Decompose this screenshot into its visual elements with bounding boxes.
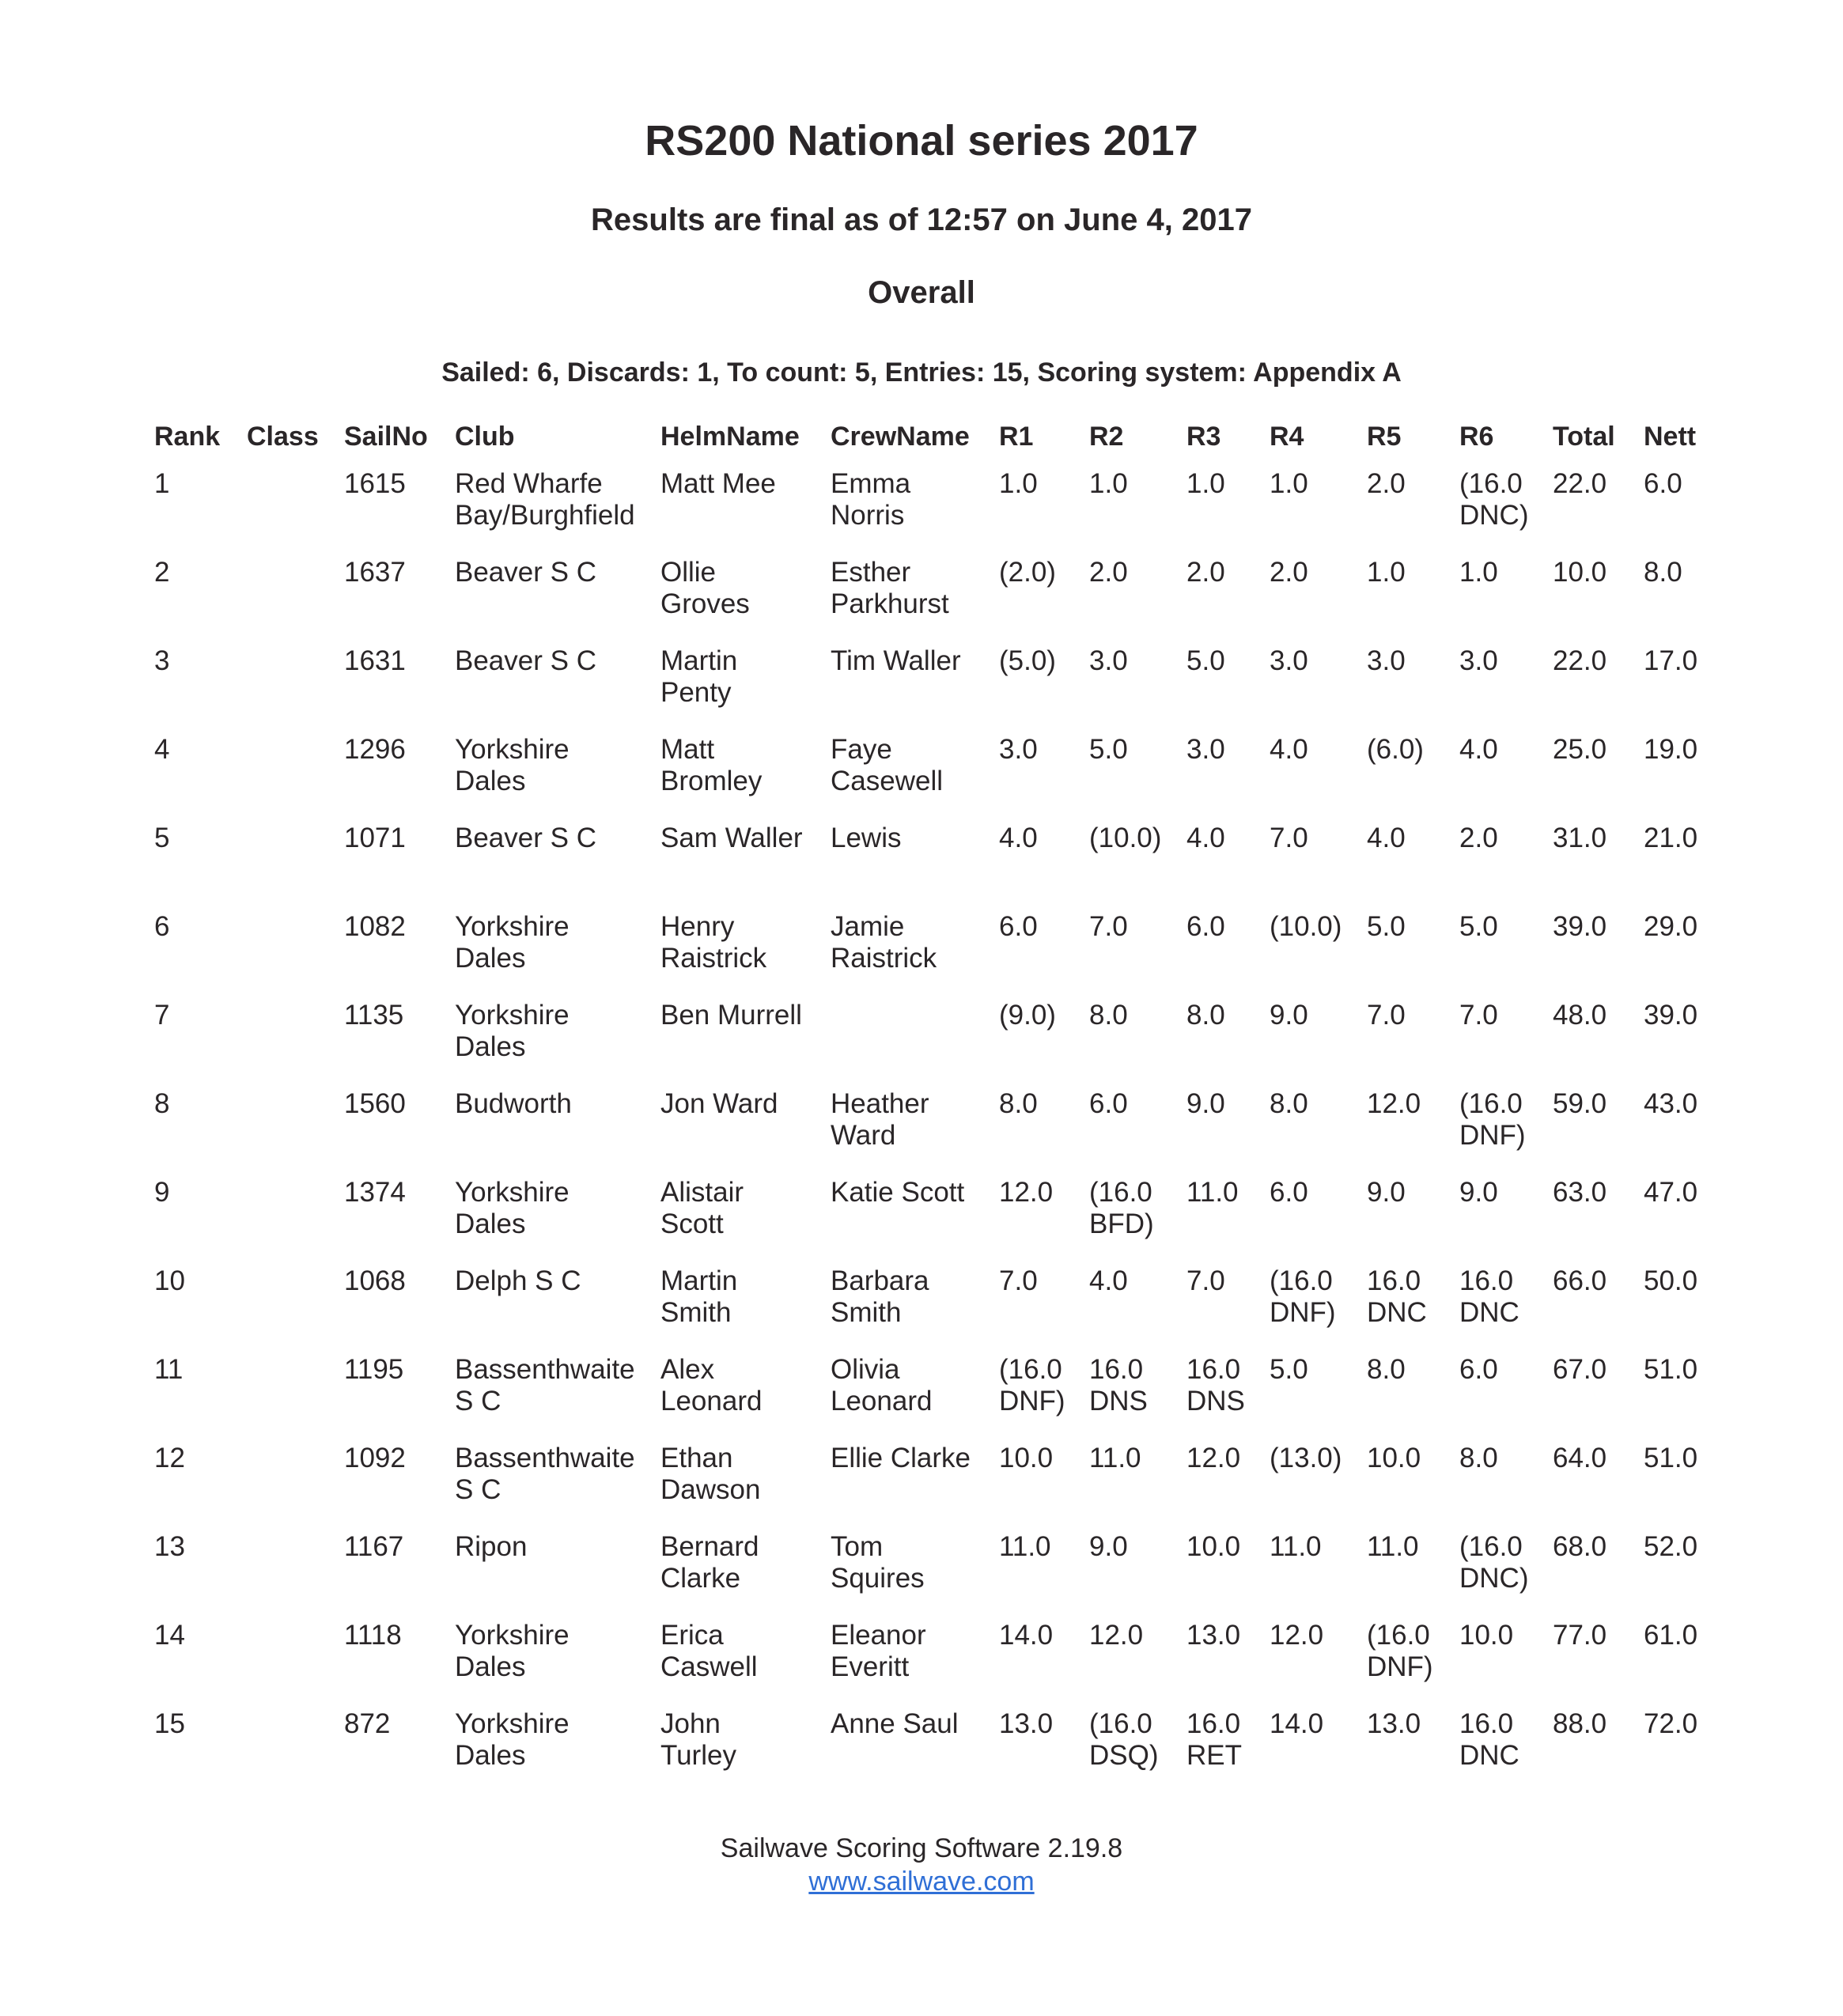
total-cell: 39.0: [1553, 911, 1607, 942]
helmname-cell: Ollie Groves: [660, 557, 750, 619]
table-row: [154, 1256, 1736, 1345]
r4-cell: 12.0: [1270, 1620, 1324, 1651]
club-cell: Delph S C: [455, 1265, 581, 1296]
table-row: [154, 1345, 1736, 1433]
table-header: [154, 411, 1736, 459]
r2-cell: (16.0 BFD): [1089, 1177, 1154, 1239]
sailno-cell: 1068: [344, 1265, 406, 1296]
helmname-cell: Bernard Clarke: [660, 1531, 759, 1594]
helmname-cell: Alistair Scott: [660, 1177, 744, 1239]
club-cell: Ripon: [455, 1531, 528, 1562]
rank-cell: 1: [154, 468, 170, 499]
crewname-cell: Tom Squires: [831, 1531, 925, 1594]
sailno-cell: 1631: [344, 645, 406, 676]
rank-cell: 15: [154, 1708, 185, 1739]
club-cell: Bassenthwaite S C: [455, 1443, 635, 1505]
rank-cell: 9: [154, 1177, 170, 1208]
total-cell: 59.0: [1553, 1088, 1607, 1119]
header-club: Club: [455, 422, 515, 452]
club-cell: Yorkshire Dales: [455, 734, 570, 796]
r5-cell: (6.0): [1367, 734, 1424, 765]
sailno-cell: 1092: [344, 1443, 406, 1473]
sailno-cell: 872: [344, 1708, 391, 1739]
r6-cell: 6.0: [1459, 1354, 1498, 1385]
header-r6: R6: [1459, 422, 1494, 452]
table-row: [154, 1522, 1736, 1610]
r6-cell: 8.0: [1459, 1443, 1498, 1473]
r5-cell: 5.0: [1367, 911, 1406, 942]
r3-cell: 6.0: [1186, 911, 1225, 942]
table-body: [154, 459, 1736, 1787]
rank-cell: 3: [154, 645, 170, 676]
r6-cell: 1.0: [1459, 557, 1498, 588]
r5-cell: 13.0: [1367, 1708, 1421, 1739]
nett-cell: 39.0: [1644, 1000, 1698, 1031]
club-cell: Beaver S C: [455, 823, 596, 853]
r3-cell: 8.0: [1186, 1000, 1225, 1031]
software-credit: Sailwave Scoring Software 2.19.8: [720, 1833, 1123, 1863]
r3-cell: 12.0: [1186, 1443, 1241, 1473]
table-row: [154, 636, 1736, 724]
rank-cell: 13: [154, 1531, 185, 1562]
crewname-cell: Barbara Smith: [831, 1265, 929, 1328]
total-cell: 31.0: [1553, 823, 1607, 853]
rank-cell: 4: [154, 734, 170, 765]
r6-cell: 4.0: [1459, 734, 1498, 765]
nett-cell: 52.0: [1644, 1531, 1698, 1562]
header-r2: R2: [1089, 422, 1124, 452]
crewname-cell: Tim Waller: [831, 645, 961, 676]
nett-cell: 21.0: [1644, 823, 1698, 853]
club-cell: Budworth: [455, 1088, 572, 1119]
total-cell: 64.0: [1553, 1443, 1607, 1473]
helmname-cell: Henry Raistrick: [660, 911, 767, 974]
r3-cell: 16.0 RET: [1186, 1708, 1242, 1771]
r6-cell: 10.0: [1459, 1620, 1514, 1651]
r4-cell: 1.0: [1270, 468, 1308, 499]
r5-cell: 4.0: [1367, 823, 1406, 853]
nett-cell: 50.0: [1644, 1265, 1698, 1296]
table-row: [154, 1699, 1736, 1787]
crewname-cell: Lewis: [831, 823, 902, 853]
r3-cell: 10.0: [1186, 1531, 1241, 1562]
r1-cell: 10.0: [999, 1443, 1054, 1473]
r6-cell: (16.0 DNC): [1459, 468, 1529, 531]
header-r5: R5: [1367, 422, 1402, 452]
r6-cell: 2.0: [1459, 823, 1498, 853]
r3-cell: 4.0: [1186, 823, 1225, 853]
r2-cell: (16.0 DSQ): [1089, 1708, 1159, 1771]
sailno-cell: 1615: [344, 468, 406, 499]
table-row: [154, 1610, 1736, 1699]
r1-cell: 1.0: [999, 468, 1038, 499]
header-class: Class: [247, 422, 319, 452]
header-rank: Rank: [154, 422, 221, 452]
total-cell: 88.0: [1553, 1708, 1607, 1739]
r1-cell: 13.0: [999, 1708, 1054, 1739]
total-cell: 67.0: [1553, 1354, 1607, 1385]
nett-cell: 51.0: [1644, 1354, 1698, 1385]
total-cell: 22.0: [1553, 645, 1607, 676]
club-cell: Beaver S C: [455, 557, 596, 588]
r5-cell: 8.0: [1367, 1354, 1406, 1385]
r3-cell: 16.0 DNS: [1186, 1354, 1245, 1416]
rank-cell: 14: [154, 1620, 185, 1651]
helmname-cell: Erica Caswell: [660, 1620, 758, 1682]
helmname-cell: Martin Smith: [660, 1265, 738, 1328]
header-sailno: SailNo: [344, 422, 428, 452]
r3-cell: 11.0: [1186, 1177, 1239, 1208]
club-cell: Yorkshire Dales: [455, 911, 570, 974]
nett-cell: 61.0: [1644, 1620, 1698, 1651]
r1-cell: (2.0): [999, 557, 1056, 588]
crewname-cell: Esther Parkhurst: [831, 557, 949, 619]
sailno-cell: 1071: [344, 823, 406, 853]
sailwave-link[interactable]: www.sailwave.com: [808, 1867, 1035, 1897]
helmname-cell: Matt Mee: [660, 468, 776, 499]
sailno-cell: 1374: [344, 1177, 406, 1208]
page-title: RS200 National series 2017: [645, 117, 1198, 165]
r6-cell: 16.0 DNC: [1459, 1708, 1519, 1771]
header-crewname: CrewName: [831, 422, 970, 452]
crewname-cell: Eleanor Everitt: [831, 1620, 926, 1682]
table-row: [154, 990, 1736, 1079]
table-row: [154, 1433, 1736, 1522]
r2-cell: 5.0: [1089, 734, 1128, 765]
r6-cell: 5.0: [1459, 911, 1498, 942]
nett-cell: 19.0: [1644, 734, 1698, 765]
helmname-cell: Jon Ward: [660, 1088, 778, 1119]
club-cell: Bassenthwaite S C: [455, 1354, 635, 1416]
crewname-cell: Anne Saul: [831, 1708, 959, 1739]
r1-cell: (5.0): [999, 645, 1056, 676]
rank-cell: 6: [154, 911, 170, 942]
rank-cell: 7: [154, 1000, 170, 1031]
sailno-cell: 1296: [344, 734, 406, 765]
r4-cell: 5.0: [1270, 1354, 1308, 1385]
r5-cell: 3.0: [1367, 645, 1406, 676]
results-status: Results are final as of 12:57 on June 4, 2017: [591, 202, 1252, 237]
r1-cell: 8.0: [999, 1088, 1038, 1119]
r6-cell: 3.0: [1459, 645, 1498, 676]
club-cell: Yorkshire Dales: [455, 1708, 570, 1771]
sailno-cell: 1135: [344, 1000, 404, 1031]
table-row: [154, 813, 1736, 902]
r6-cell: 7.0: [1459, 1000, 1498, 1031]
r6-cell: (16.0 DNF): [1459, 1088, 1526, 1151]
total-cell: 25.0: [1553, 734, 1607, 765]
rank-cell: 2: [154, 557, 170, 588]
r3-cell: 1.0: [1186, 468, 1225, 499]
r2-cell: 7.0: [1089, 911, 1128, 942]
r1-cell: 7.0: [999, 1265, 1038, 1296]
club-cell: Red Wharfe Bay/Burghfield: [455, 468, 635, 531]
club-cell: Yorkshire Dales: [455, 1000, 570, 1062]
r3-cell: 9.0: [1186, 1088, 1225, 1119]
r2-cell: 6.0: [1089, 1088, 1128, 1119]
nett-cell: 29.0: [1644, 911, 1698, 942]
r4-cell: 7.0: [1270, 823, 1308, 853]
r1-cell: (16.0 DNF): [999, 1354, 1065, 1416]
r2-cell: 11.0: [1089, 1443, 1141, 1473]
r4-cell: 2.0: [1270, 557, 1308, 588]
r4-cell: 14.0: [1270, 1708, 1324, 1739]
helmname-cell: Sam Waller: [660, 823, 803, 853]
helmname-cell: Ben Murrell: [660, 1000, 802, 1031]
total-cell: 22.0: [1553, 468, 1607, 499]
total-cell: 77.0: [1553, 1620, 1607, 1651]
r1-cell: 3.0: [999, 734, 1038, 765]
r5-cell: 9.0: [1367, 1177, 1406, 1208]
r2-cell: 16.0 DNS: [1089, 1354, 1148, 1416]
r2-cell: 2.0: [1089, 557, 1128, 588]
crewname-cell: Jamie Raistrick: [831, 911, 937, 974]
r2-cell: (10.0): [1089, 823, 1162, 853]
rank-cell: 10: [154, 1265, 185, 1296]
nett-cell: 8.0: [1644, 557, 1682, 588]
section-heading: Overall: [868, 275, 975, 310]
r5-cell: 10.0: [1367, 1443, 1421, 1473]
nett-cell: 51.0: [1644, 1443, 1698, 1473]
table-row: [154, 1079, 1736, 1167]
club-cell: Yorkshire Dales: [455, 1620, 570, 1682]
nett-cell: 17.0: [1644, 645, 1698, 676]
total-cell: 68.0: [1553, 1531, 1607, 1562]
r1-cell: (9.0): [999, 1000, 1056, 1031]
total-cell: 63.0: [1553, 1177, 1607, 1208]
r6-cell: (16.0 DNC): [1459, 1531, 1529, 1594]
r6-cell: 9.0: [1459, 1177, 1498, 1208]
header-helmname: HelmName: [660, 422, 800, 452]
r5-cell: 7.0: [1367, 1000, 1406, 1031]
r3-cell: 5.0: [1186, 645, 1225, 676]
sailno-cell: 1560: [344, 1088, 406, 1119]
r2-cell: 3.0: [1089, 645, 1128, 676]
table-row: [154, 1167, 1736, 1256]
table-row: [154, 902, 1736, 990]
helmname-cell: Matt Bromley: [660, 734, 763, 796]
header-r1: R1: [999, 422, 1034, 452]
r5-cell: 1.0: [1367, 557, 1406, 588]
r5-cell: 16.0 DNC: [1367, 1265, 1427, 1328]
helmname-cell: Martin Penty: [660, 645, 738, 708]
r2-cell: 12.0: [1089, 1620, 1144, 1651]
rank-cell: 8: [154, 1088, 170, 1119]
sailno-cell: 1195: [344, 1354, 404, 1385]
header-total: Total: [1553, 422, 1615, 452]
r3-cell: 13.0: [1186, 1620, 1241, 1651]
total-cell: 66.0: [1553, 1265, 1607, 1296]
r1-cell: 14.0: [999, 1620, 1054, 1651]
r4-cell: 4.0: [1270, 734, 1308, 765]
header-r3: R3: [1186, 422, 1221, 452]
crewname-cell: Heather Ward: [831, 1088, 929, 1151]
r4-cell: 6.0: [1270, 1177, 1308, 1208]
helmname-cell: Alex Leonard: [660, 1354, 763, 1416]
r2-cell: 1.0: [1089, 468, 1128, 499]
nett-cell: 47.0: [1644, 1177, 1698, 1208]
helmname-cell: Ethan Dawson: [660, 1443, 761, 1505]
r4-cell: (16.0 DNF): [1270, 1265, 1336, 1328]
r5-cell: 11.0: [1367, 1531, 1419, 1562]
table-row: [154, 459, 1736, 547]
r4-cell: 3.0: [1270, 645, 1308, 676]
rank-cell: 5: [154, 823, 170, 853]
nett-cell: 72.0: [1644, 1708, 1698, 1739]
r5-cell: 12.0: [1367, 1088, 1421, 1119]
crewname-cell: Faye Casewell: [831, 734, 943, 796]
rank-cell: 11: [154, 1354, 184, 1385]
r6-cell: 16.0 DNC: [1459, 1265, 1519, 1328]
crewname-cell: Ellie Clarke: [831, 1443, 971, 1473]
r3-cell: 7.0: [1186, 1265, 1225, 1296]
r4-cell: 8.0: [1270, 1088, 1308, 1119]
sailno-cell: 1637: [344, 557, 406, 588]
results-table: [154, 411, 1736, 1787]
crewname-cell: Katie Scott: [831, 1177, 965, 1208]
header-nett: Nett: [1644, 422, 1697, 452]
r2-cell: 9.0: [1089, 1531, 1128, 1562]
sailno-cell: 1082: [344, 911, 406, 942]
table-row: [154, 724, 1736, 813]
r3-cell: 3.0: [1186, 734, 1225, 765]
series-summary: Sailed: 6, Discards: 1, To count: 5, Entries: 15, Scoring system: Appendix A: [441, 357, 1402, 388]
r4-cell: (13.0): [1270, 1443, 1342, 1473]
total-cell: 10.0: [1553, 557, 1607, 588]
r5-cell: 2.0: [1367, 468, 1406, 499]
r2-cell: 8.0: [1089, 1000, 1128, 1031]
nett-cell: 43.0: [1644, 1088, 1698, 1119]
r1-cell: 6.0: [999, 911, 1038, 942]
helmname-cell: John Turley: [660, 1708, 736, 1771]
r4-cell: (10.0): [1270, 911, 1342, 942]
nett-cell: 6.0: [1644, 468, 1682, 499]
sailno-cell: 1118: [344, 1620, 402, 1651]
sailno-cell: 1167: [344, 1531, 404, 1562]
r4-cell: 9.0: [1270, 1000, 1308, 1031]
r1-cell: 11.0: [999, 1531, 1051, 1562]
r2-cell: 4.0: [1089, 1265, 1128, 1296]
r5-cell: (16.0 DNF): [1367, 1620, 1433, 1682]
crewname-cell: Emma Norris: [831, 468, 911, 531]
r1-cell: 12.0: [999, 1177, 1054, 1208]
r1-cell: 4.0: [999, 823, 1038, 853]
rank-cell: 12: [154, 1443, 185, 1473]
table-row: [154, 547, 1736, 636]
r3-cell: 2.0: [1186, 557, 1225, 588]
crewname-cell: Olivia Leonard: [831, 1354, 933, 1416]
club-cell: Beaver S C: [455, 645, 596, 676]
club-cell: Yorkshire Dales: [455, 1177, 570, 1239]
r4-cell: 11.0: [1270, 1531, 1322, 1562]
footer-link-container: [0, 1865, 1843, 1898]
total-cell: 48.0: [1553, 1000, 1607, 1031]
header-r4: R4: [1270, 422, 1304, 452]
